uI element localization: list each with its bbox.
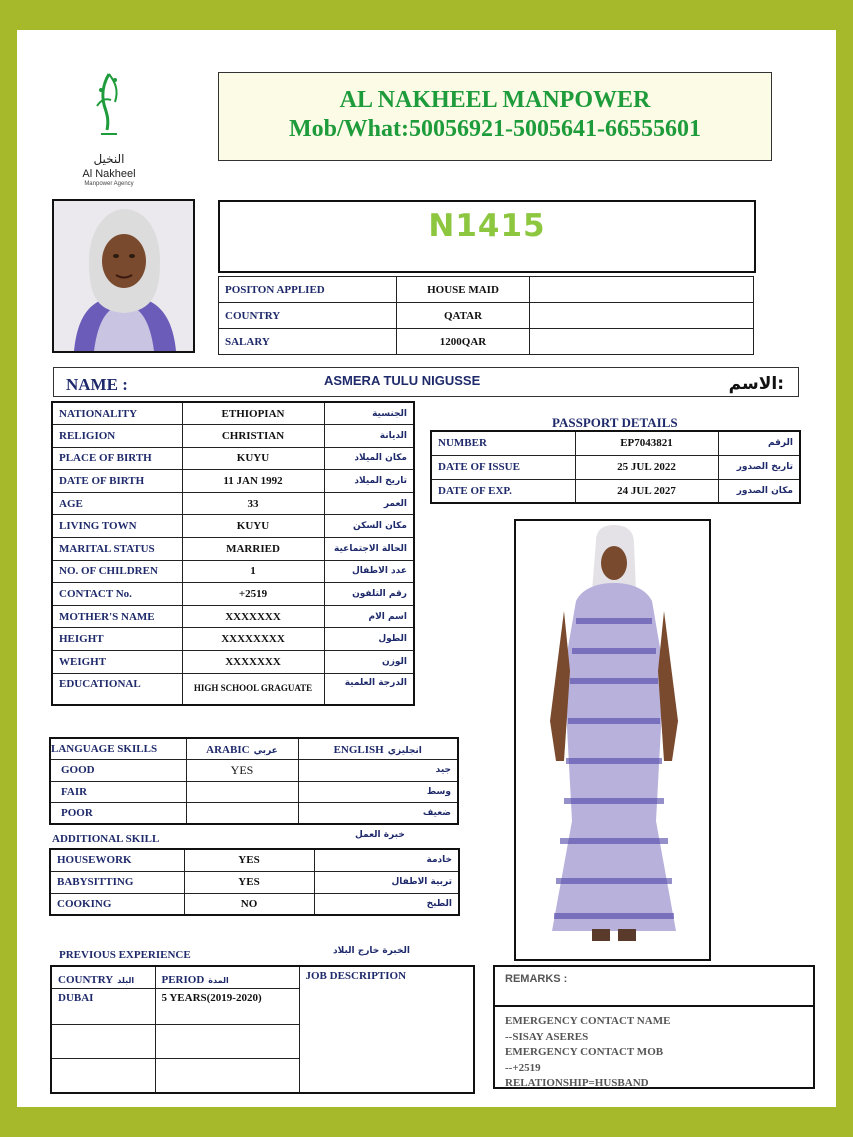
- logo-name: Al Nakheel: [82, 168, 136, 180]
- table-row: [52, 470, 414, 493]
- poor-english-arabic: ضعيف: [298, 803, 458, 825]
- period-header-text: PERIOD: [161, 974, 205, 986]
- table-row: [50, 803, 458, 825]
- education-value: HIGH SCHOOL GRAGUATE: [182, 673, 324, 705]
- weight-label: WEIGHT: [52, 651, 182, 674]
- table-row: [52, 538, 414, 561]
- table-row: [50, 849, 459, 871]
- experience-period: 5 YEARS(2019-2020): [155, 989, 299, 1025]
- country-header-text: COUNTRY: [58, 974, 114, 986]
- passport-title: PASSPORT DETAILS: [552, 415, 678, 430]
- empty-cell: [51, 1059, 155, 1093]
- education-label-arabic: الدرجة العلمية: [324, 673, 414, 705]
- additional-skill-title-arabic: خبرة العمل: [355, 830, 405, 840]
- job-description-header: JOB DESCRIPTION: [299, 966, 474, 1093]
- marital-status-label: MARITAL STATUS: [52, 538, 182, 561]
- country-label: COUNTRY: [219, 303, 397, 329]
- contact-label-arabic: رقم التلفون: [324, 583, 414, 606]
- english-header-arabic: انجليزي: [387, 746, 422, 756]
- period-header-arabic: المدة: [208, 976, 229, 985]
- additional-skill-title: ADDITIONAL SKILL: [52, 833, 160, 845]
- arabic-header-arabic: عربي: [253, 746, 278, 756]
- issue-date-label-arabic: تاريخ الصدور: [718, 455, 800, 479]
- company-name: AL NAKHEEL MANPOWER: [339, 87, 651, 113]
- poor-label: POOR: [50, 803, 186, 825]
- previous-experience-table: [50, 965, 475, 1094]
- age-value: 33: [182, 492, 324, 515]
- expiry-date-label-arabic: مكان الصدور: [718, 479, 800, 503]
- candidate-full-body-photo: [514, 519, 711, 961]
- age-label-arabic: العمر: [324, 492, 414, 515]
- education-label: EDUCATIONAL: [52, 673, 182, 705]
- logo-subtitle: Manpower Agency: [84, 181, 134, 187]
- nationality-label: NATIONALITY: [52, 402, 182, 425]
- cv-page: [17, 30, 836, 1107]
- fair-label: FAIR: [50, 781, 186, 803]
- issue-date-value: 25 JUL 2022: [575, 455, 718, 479]
- passport-number-label-arabic: الرقم: [718, 431, 800, 455]
- date-of-birth-label-arabic: تاريخ الميلاد: [324, 470, 414, 493]
- good-label: GOOD: [50, 760, 186, 782]
- salary-extra: [530, 329, 754, 355]
- salary-label: SALARY: [219, 329, 397, 355]
- emergency-contact-name: --SISAY ASERES: [505, 1030, 589, 1043]
- mothers-name-label-arabic: اسم الام: [324, 605, 414, 628]
- table-row: [52, 651, 414, 674]
- fair-english-arabic: وسط: [298, 781, 458, 803]
- emergency-contact-mob: --+2519: [505, 1061, 541, 1074]
- children-value: 1: [182, 560, 324, 583]
- country-extra: [530, 303, 754, 329]
- expiry-date-label: DATE OF EXP.: [431, 479, 575, 503]
- marital-status-value: MARRIED: [182, 538, 324, 561]
- reference-code: N1415: [428, 208, 546, 244]
- remarks-body: [495, 1007, 813, 1099]
- contact-label: CONTACT No.: [52, 583, 182, 606]
- table-row: [219, 329, 754, 355]
- religion-label: RELIGION: [52, 425, 182, 448]
- position-label: POSITON APPLIED: [219, 277, 397, 303]
- country-column-header: [51, 966, 155, 989]
- passport-number-label: NUMBER: [431, 431, 575, 455]
- previous-experience-title: PREVIOUS EXPERIENCE: [59, 949, 191, 961]
- position-table: [218, 276, 754, 355]
- emergency-contact-mob-label: EMERGENCY CONTACT MOB: [505, 1046, 664, 1058]
- mothers-name-value: XXXXXXX: [182, 605, 324, 628]
- cooking-label-arabic: الطبخ: [314, 893, 459, 915]
- marital-status-label-arabic: الحالة الاجتماعية: [324, 538, 414, 561]
- place-of-birth-label-arabic: مكان الميلاد: [324, 447, 414, 470]
- cooking-label: COOKING: [50, 893, 184, 915]
- country-header-arabic: البلد: [117, 976, 135, 985]
- personal-details-table: [51, 401, 415, 706]
- place-of-birth-value: KUYU: [182, 447, 324, 470]
- age-label: AGE: [52, 492, 182, 515]
- name-label-arabic: الاسم:: [728, 374, 784, 394]
- additional-skills-table: [49, 848, 460, 916]
- children-label: NO. OF CHILDREN: [52, 560, 182, 583]
- company-phone: Mob/What:50056921-5005641-66555601: [289, 116, 701, 142]
- period-column-header: [155, 966, 299, 989]
- empty-cell: [155, 1025, 299, 1059]
- nationality-label-arabic: الجنسية: [324, 402, 414, 425]
- issue-date-label: DATE OF ISSUE: [431, 455, 575, 479]
- table-row: [52, 628, 414, 651]
- expiry-date-value: 24 JUL 2027: [575, 479, 718, 503]
- candidate-portrait-photo: [52, 199, 195, 353]
- arabic-header-text: ARABIC: [206, 744, 250, 756]
- salary-value: 1200QAR: [397, 329, 530, 355]
- date-of-birth-label: DATE OF BIRTH: [52, 470, 182, 493]
- table-row: [50, 893, 459, 915]
- table-row: [52, 492, 414, 515]
- good-arabic-value: YES: [186, 760, 298, 782]
- date-of-birth-value: 11 JAN 1992: [182, 470, 324, 493]
- height-label-arabic: الطول: [324, 628, 414, 651]
- babysitting-label: BABYSITTING: [50, 871, 184, 893]
- nationality-value: ETHIOPIAN: [182, 402, 324, 425]
- living-town-value: KUYU: [182, 515, 324, 538]
- table-row: [431, 479, 800, 503]
- arabic-column-header: [186, 738, 298, 760]
- table-row: [431, 455, 800, 479]
- table-row: [219, 277, 754, 303]
- language-skills-table: [49, 737, 459, 825]
- country-value: QATAR: [397, 303, 530, 329]
- table-row: [52, 515, 414, 538]
- living-town-label: LIVING TOWN: [52, 515, 182, 538]
- table-row: [52, 605, 414, 628]
- table-row: [431, 431, 800, 455]
- reference-box: [218, 200, 756, 273]
- babysitting-value: YES: [184, 871, 314, 893]
- experience-country: DUBAI: [51, 989, 155, 1025]
- poor-arabic-value: [186, 803, 298, 825]
- living-town-label-arabic: مكان السكن: [324, 515, 414, 538]
- name-bar: [53, 367, 799, 397]
- remarks-label: REMARKS :: [495, 967, 813, 1007]
- company-logo: [49, 60, 169, 195]
- table-row: [51, 966, 474, 989]
- table-row: [50, 760, 458, 782]
- english-column-header: [298, 738, 458, 760]
- passport-number-value: EP7043821: [575, 431, 718, 455]
- weight-label-arabic: الوزن: [324, 651, 414, 674]
- name-label: NAME :: [66, 375, 128, 394]
- good-english-arabic: جيد: [298, 760, 458, 782]
- emergency-contact-name-label: EMERGENCY CONTACT NAME: [505, 1015, 671, 1027]
- table-row: [50, 738, 458, 760]
- remarks-box: [493, 965, 815, 1089]
- table-row: [52, 402, 414, 425]
- place-of-birth-label: PLACE OF BIRTH: [52, 447, 182, 470]
- previous-experience-title-arabic: الخبرة خارج البلاد: [333, 946, 410, 956]
- housework-label-arabic: خادمة: [314, 849, 459, 871]
- english-header-text: ENGLISH: [333, 744, 384, 756]
- table-row: [52, 583, 414, 606]
- weight-value: XXXXXXX: [182, 651, 324, 674]
- children-label-arabic: عدد الاطفال: [324, 560, 414, 583]
- empty-cell: [51, 1025, 155, 1059]
- empty-cell: [155, 1059, 299, 1093]
- fair-arabic-value: [186, 781, 298, 803]
- passport-table: [430, 430, 801, 504]
- table-row: [219, 303, 754, 329]
- height-label: HEIGHT: [52, 628, 182, 651]
- language-skills-header: LANGUAGE SKILLS: [50, 738, 186, 760]
- contact-value: +2519: [182, 583, 324, 606]
- position-extra: [530, 277, 754, 303]
- table-row: [52, 425, 414, 448]
- religion-label-arabic: الديانة: [324, 425, 414, 448]
- mothers-name-label: MOTHER'S NAME: [52, 605, 182, 628]
- relationship: RELATIONSHIP=HUSBAND: [505, 1077, 649, 1089]
- table-row: [50, 781, 458, 803]
- babysitting-label-arabic: تربية الاطفال: [314, 871, 459, 893]
- table-row: [52, 560, 414, 583]
- table-row: [50, 871, 459, 893]
- logo-arabic-text: النخيل: [93, 152, 125, 166]
- candidate-name: ASMERA TULU NIGUSSE: [324, 373, 481, 388]
- company-header: [218, 72, 772, 161]
- position-value: HOUSE MAID: [397, 277, 530, 303]
- housework-label: HOUSEWORK: [50, 849, 184, 871]
- table-row: [52, 673, 414, 705]
- cooking-value: NO: [184, 893, 314, 915]
- table-row: [52, 447, 414, 470]
- height-value: XXXXXXXX: [182, 628, 324, 651]
- religion-value: CHRISTIAN: [182, 425, 324, 448]
- housework-value: YES: [184, 849, 314, 871]
